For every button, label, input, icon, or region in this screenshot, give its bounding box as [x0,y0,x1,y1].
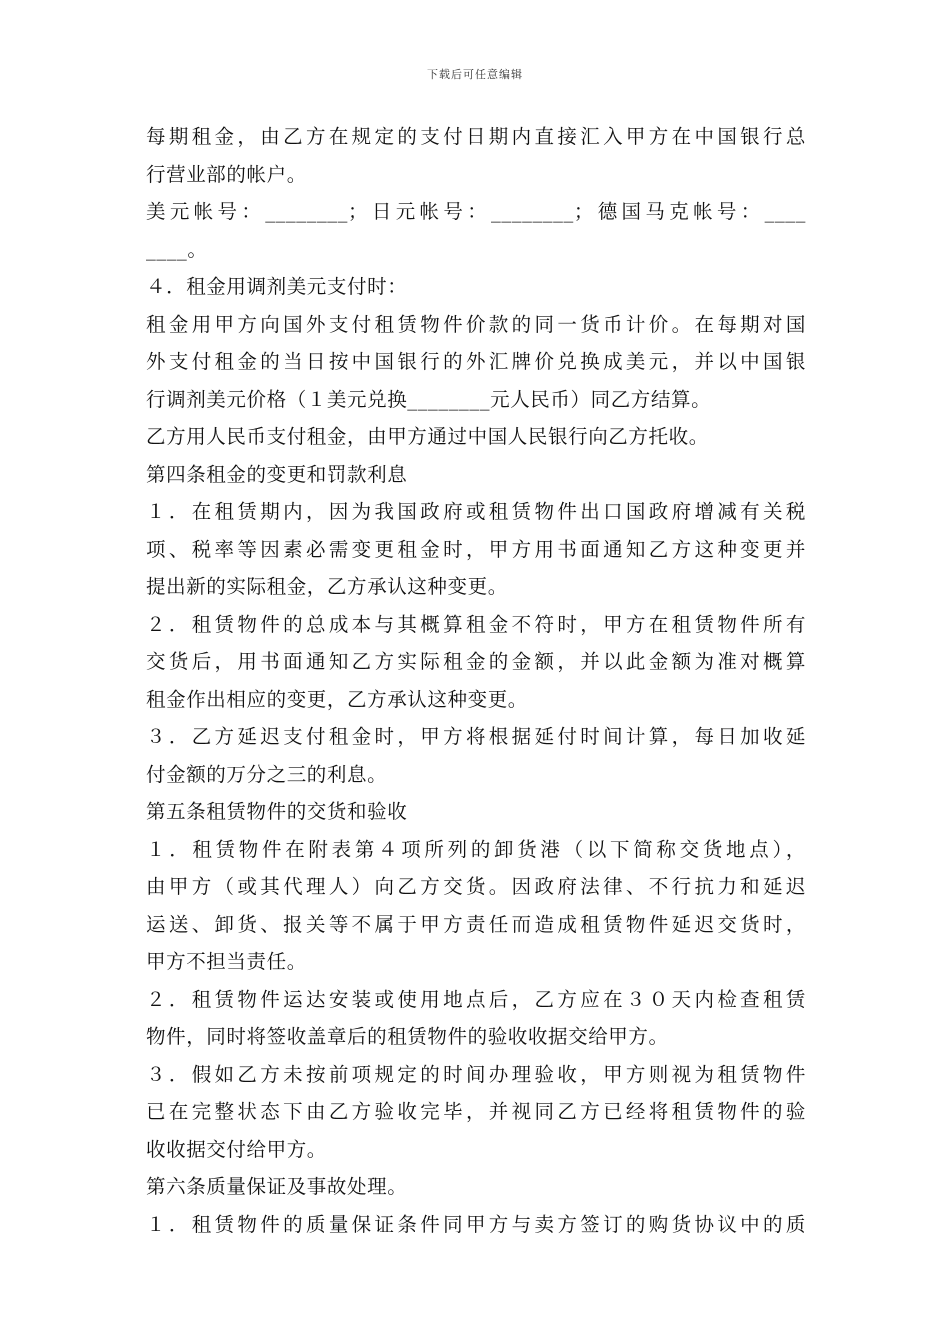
text-line: 已在完整状态下由乙方验收完毕，并视同乙方已经将租赁物件的验 [146,1100,806,1123]
text-line: ____。 [146,237,208,261]
text-line: ４．租金用调剂美元支付时： [146,275,408,298]
text-line: 运送、卸货、报关等不属于甲方责任而造成租赁物件延迟交货时， [146,912,806,936]
document-body [146,118,806,1243]
text-line: 美元帐号：________；日元帐号：________；德国马克帐号：____ [146,200,806,223]
text-line: 付金额的万分之三的利息。 [146,762,388,786]
text-line: ３．假如乙方未按前项规定的时间办理验收，甲方则视为租赁物件 [146,1062,806,1086]
text-line: ２．租赁物件的总成本与其概算租金不符时，甲方在租赁物件所有 [146,612,806,636]
text-line: 行调剂美元价格（１美元兑换________元人民币）同乙方结算。 [146,387,712,411]
text-line: 每期租金，由乙方在规定的支付日期内直接汇入甲方在中国银行总 [146,125,806,148]
text-line: 外支付租金的当日按中国银行的外汇牌价兑换成美元，并以中国银 [146,350,806,373]
text-line: 交货后，用书面通知乙方实际租金的金额，并以此金额为准对概算 [146,650,806,673]
text-line: １．在租赁期内，因为我国政府或租赁物件出口国政府增减有关税 [146,500,806,523]
text-line: 乙方用人民币支付租金，由甲方通过中国人民银行向乙方托收。 [146,425,709,448]
text-line: 第六条质量保证及事故处理。 [146,1175,408,1198]
text-line: １．租赁物件在附表第４项所列的卸货港（以下简称交货地点）， [146,837,806,861]
text-line: 提出新的实际租金，乙方承认这种变更。 [146,575,508,598]
text-line: 物件，同时将签收盖章后的租赁物件的验收收据交给甲方。 [146,1025,669,1048]
text-line: 行营业部的帐户。 [146,162,307,186]
text-line: 项、税率等因素必需变更租金时，甲方用书面通知乙方这种变更并 [146,537,806,561]
text-line: 收收据交付给甲方。 [146,1137,327,1161]
text-line: 由甲方（或其代理人）向乙方交货。因政府法律、不行抗力和延迟 [146,875,806,898]
text-line: ２．租赁物件运达安装或使用地点后，乙方应在３０天内检查租赁 [146,987,806,1011]
text-line: 租金作出相应的变更，乙方承认这种变更。 [146,687,528,711]
text-line: 第四条租金的变更和罚款利息 [146,462,408,486]
text-line: 第五条租赁物件的交货和验收 [146,800,408,823]
text-line: 甲方不担当责任。 [146,950,307,973]
text-line: 租金用甲方向国外支付租赁物件价款的同一货币计价。在每期对国 [146,312,806,336]
text-line: １．租赁物件的质量保证条件同甲方与卖方签订的购货协议中的质 [146,1212,806,1236]
page-header: 下载后可任意编辑 [427,68,523,81]
text-line: ３．乙方延迟支付租金时，甲方将根据延付时间计算，每日加收延 [146,725,806,748]
